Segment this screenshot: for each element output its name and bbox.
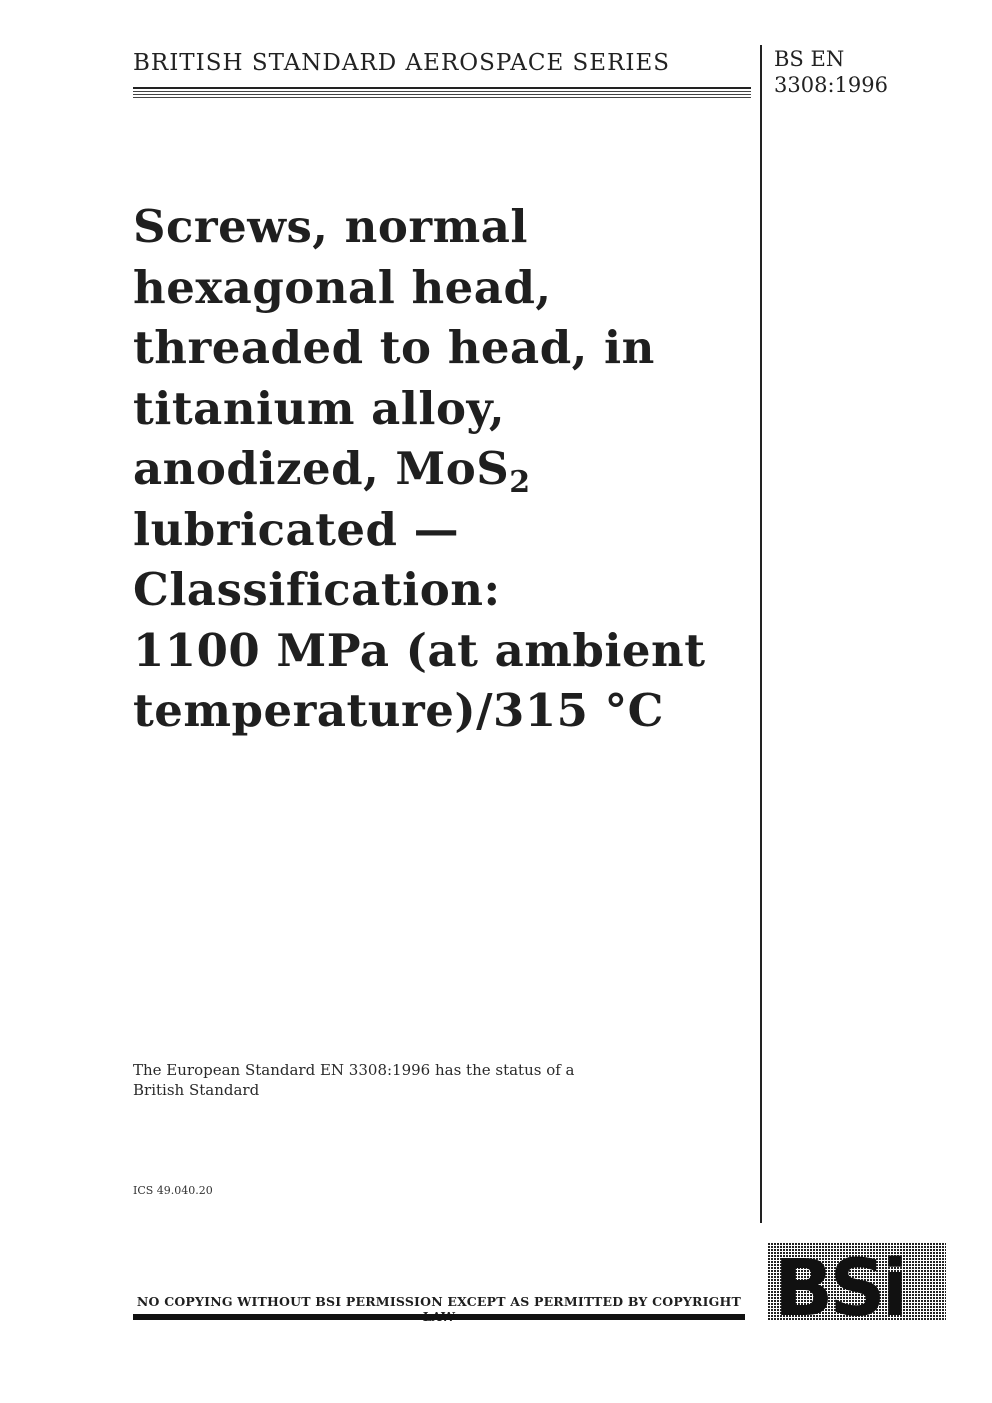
title-line: Classification: (133, 563, 501, 616)
status-line1: The European Standard EN 3308:1996 has the status of a (133, 1061, 575, 1079)
title-line: titanium alloy, (133, 381, 506, 435)
series-title: BRITISH STANDARD AEROSPACE SERIES (133, 50, 671, 76)
title-line: anodized, MoS (133, 442, 510, 495)
ics-code: ICS 49.040.20 (133, 1184, 213, 1197)
header-rule (133, 87, 751, 89)
copyright-notice: NO COPYING WITHOUT BSI PERMISSION EXCEPT AS PERMITTED BY COPYRIGHT (136, 1294, 742, 1309)
subscript: 2 (509, 465, 531, 500)
doc-number-line1: BS EN (774, 47, 845, 71)
title-line: temperature)/315 °C (133, 684, 664, 737)
title-line-chemical (133, 439, 753, 500)
doc-number-line2: 3308:1996 (774, 73, 888, 97)
document-title (133, 197, 753, 742)
title-line: hexagonal head, (133, 260, 552, 314)
title-line: Screws, normal (133, 200, 528, 253)
vertical-divider (760, 45, 762, 1223)
document-number (774, 46, 888, 98)
status-note (133, 1060, 603, 1100)
bsi-logo-icon (768, 1243, 946, 1321)
title-line: 1100 MPa (at ambient (133, 623, 706, 677)
title-line: lubricated — (133, 502, 460, 556)
title-line: threaded to head, in (133, 321, 655, 374)
notice-bar (133, 1314, 745, 1320)
status-line2: British Standard (133, 1081, 260, 1099)
svg-text:BSi: BSi (774, 1244, 905, 1321)
